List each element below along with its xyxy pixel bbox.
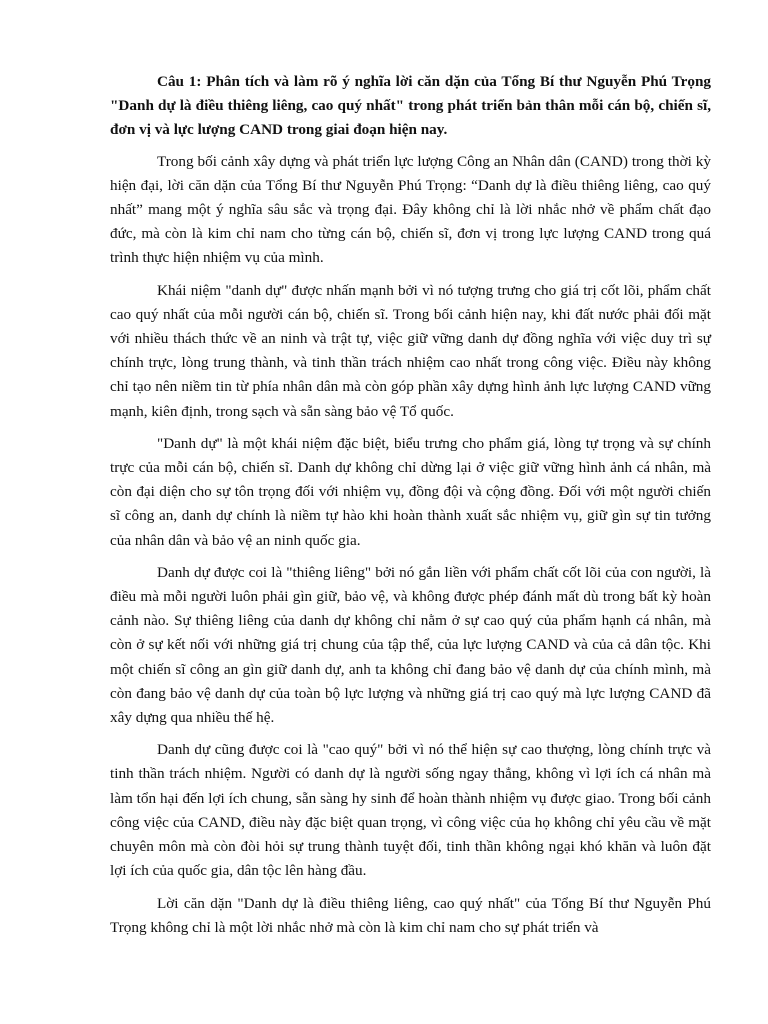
paragraph: Lời căn dặn "Danh dự là điều thiêng liêng, cao quý nhất" của Tổng Bí thư Nguyễn Phú Trọng không chỉ là một lời nhắc nhở mà còn là kim chỉ nam cho sự phát triển và: [110, 894, 711, 936]
question-heading: Câu 1: Phân tích và làm rõ ý nghĩa lời căn dặn của Tổng Bí thư Nguyễn Phú Trọng "Danh dự là điều thiêng liêng, cao quý nhất" trong phát triển bản thân mỗi cán bộ, chiến sĩ, đơn vị và lực lượng CAND trong giai đoạn hiện nay.: [110, 73, 711, 139]
paragraph: Khái niệm "danh dự" được nhấn mạnh bởi vì nó tượng trưng cho giá trị cốt lõi, phẩm chất cao quý nhất của mỗi người cán bộ, chiến sĩ. Trong bối cảnh hiện nay, khi đất nước phải đối mặt với nhiều thách thức về an ninh và trật tự, việc giữ vững danh dự đồng nghĩa với việc duy trì sự chính trực, lòng trung thành, và tinh thần trách nhiệm cao nhất trong công việc. Điều này không chỉ tạo nên niềm tin từ phía nhân dân mà còn góp phần xây dựng hình ảnh lực lượng CAND vững mạnh, kiên định, trong sạch và sẵn sàng bảo vệ Tổ quốc.: [110, 281, 711, 420]
paragraph: Trong bối cảnh xây dựng và phát triển lực lượng Công an Nhân dân (CAND) trong thời kỳ hiện đại, lời căn dặn của Tổng Bí thư Nguyễn Phú Trọng: “Danh dự là điều thiêng liêng, cao quý nhất” mang một ý nghĩa sâu sắc và trọng đại. Đây không chỉ là lời nhắc nhở về phẩm chất đạo đức, mà còn là kim chỉ nam cho từng cán bộ, chiến sĩ, đơn vị trong lực lượng CAND trong quá trình thực hiện nhiệm vụ của mình.: [110, 152, 711, 267]
paragraph: Danh dự được coi là "thiêng liêng" bởi nó gắn liền với phẩm chất cốt lõi của con người, là điều mà mỗi người luôn phải gìn giữ, bảo vệ, và không được phép đánh mất dù trong bất kỳ hoàn cảnh nào. Sự thiêng liêng của danh dự không chỉ nằm ở sự cao quý của phẩm hạnh cá nhân, mà còn ở sự kết nối với những giá trị chung của tập thể, của lực lượng CAND và của cả dân tộc. Khi một chiến sĩ công an gìn giữ danh dự, anh ta không chỉ đang bảo vệ danh dự của chính mình, mà còn đang bảo vệ danh dự của toàn bộ lực lượng và những giá trị cao quý mà lực lượng CAND đã xây dựng qua nhiều thế hệ.: [110, 563, 711, 727]
paragraph: "Danh dự" là một khái niệm đặc biệt, biểu trưng cho phẩm giá, lòng tự trọng và sự chính trực của mỗi cán bộ, chiến sĩ. Danh dự không chỉ dừng lại ở việc giữ vững hình ảnh cá nhân, mà còn đại diện cho sự tôn trọng đối với nhiệm vụ, đồng đội và cộng đồng. Đối với một người chiến sĩ công an, danh dự chính là niềm tự hào khi hoàn thành xuất sắc nhiệm vụ, giữ gìn sự tin tưởng của nhân dân và bảo vệ an ninh quốc gia.: [110, 434, 711, 549]
paragraph: Danh dự cũng được coi là "cao quý" bởi vì nó thể hiện sự cao thượng, lòng chính trực và tinh thần trách nhiệm. Người có danh dự là người sống ngay thẳng, không vì lợi ích cá nhân mà làm tổn hại đến lợi ích chung, sẵn sàng hy sinh để hoàn thành nhiệm vụ được giao. Trong bối cảnh công việc của CAND, điều này đặc biệt quan trọng, vì công việc của họ không chỉ yêu cầu về mặt chuyên môn mà còn đòi hỏi sự trung thành tuyệt đối, tinh thần không ngại khó khăn và luôn đặt lợi ích của quốc gia, dân tộc lên hàng đầu.: [110, 741, 711, 880]
